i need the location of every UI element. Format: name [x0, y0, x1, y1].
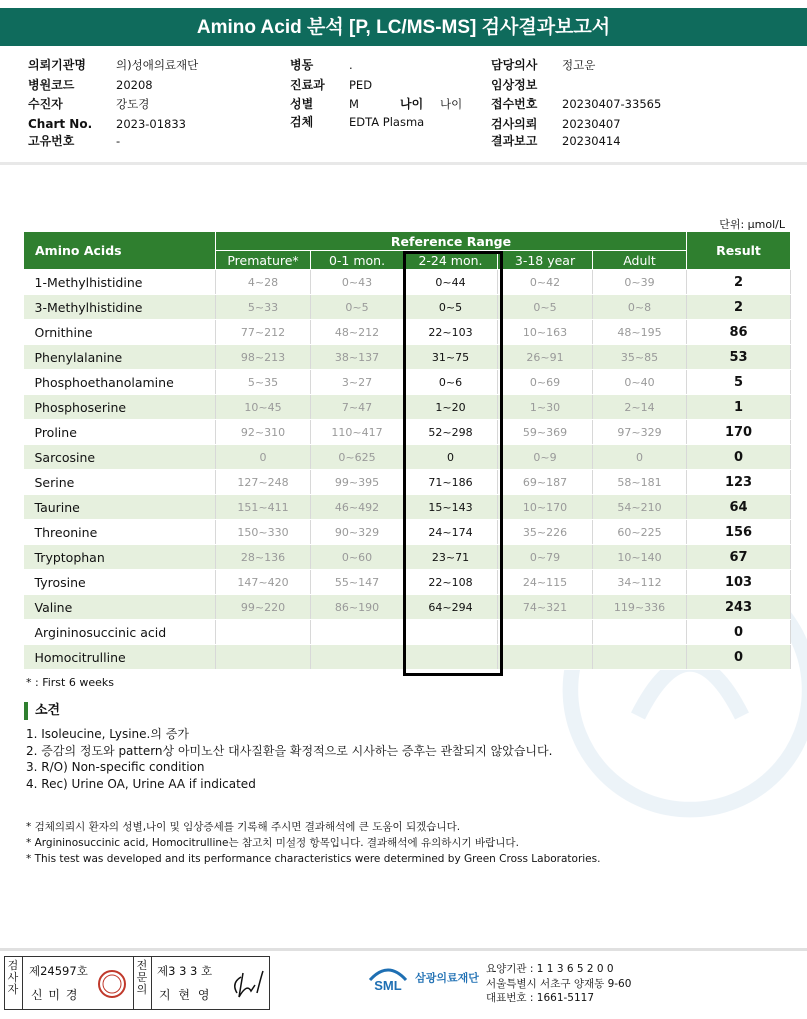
reference-range-cell: 35~226 — [498, 520, 593, 545]
header-divider — [0, 162, 807, 165]
reference-range-cell — [498, 620, 593, 645]
result-value: 86 — [687, 320, 791, 345]
amino-acid-table — [23, 231, 791, 670]
reference-range-cell: 151~411 — [216, 495, 311, 520]
amino-acid-name: Argininosuccinic acid — [24, 620, 216, 645]
amino-acid-name: Phosphoserine — [24, 395, 216, 420]
reference-range-cell: 110~417 — [311, 420, 404, 445]
reference-range-cell — [593, 645, 687, 670]
reference-range-cell: 48~212 — [311, 320, 404, 345]
result-value: 64 — [687, 495, 791, 520]
reference-range-cell: 0 — [593, 445, 687, 470]
doctor-label: 담당의사 — [491, 58, 538, 72]
reference-range-cell: 22~103 — [404, 320, 498, 345]
request-date-value: 20230407 — [562, 116, 621, 131]
reference-range-cell: 0~60 — [311, 545, 404, 570]
reference-range-cell: 26~91 — [498, 345, 593, 370]
reference-range-cell: 0~9 — [498, 445, 593, 470]
doctor-label — [136, 960, 148, 996]
table-row — [24, 470, 791, 495]
reference-range-cell: 60~225 — [593, 520, 687, 545]
clinical-info-label: 임상정보 — [491, 77, 538, 92]
examiner-license: 제24597호 — [29, 964, 88, 978]
hospital-code-label: 병원코드 — [28, 77, 75, 92]
doctor-value: 정고운 — [562, 58, 596, 72]
amino-acid-name: Tryptophan — [24, 545, 216, 570]
reference-range-cell: 0~5 — [311, 295, 404, 320]
reference-range-cell: 97~329 — [593, 420, 687, 445]
reference-range-cell: 150~330 — [216, 520, 311, 545]
institution-phone: 대표번호 : 1661-5117 — [486, 992, 595, 1004]
reference-range-cell: 0~43 — [311, 270, 404, 295]
amino-acid-name: Serine — [24, 470, 216, 495]
reference-range-cell: 64~294 — [404, 595, 498, 620]
doctor-label-text: 전 문 의 — [136, 959, 148, 996]
amino-acid-name: Phosphoethanolamine — [24, 370, 216, 395]
unit-label: 단위: μmol/L — [719, 218, 785, 231]
table-row — [24, 370, 791, 395]
reference-range-cell: 0~42 — [498, 270, 593, 295]
reference-range-cell: 0 — [404, 445, 498, 470]
table-row — [24, 595, 791, 620]
institution-location: 서울특별시 서초구 양재동 9-60 — [486, 977, 632, 990]
reference-range-cell: 54~210 — [593, 495, 687, 520]
chart-no-value: 2023-01833 — [116, 116, 186, 131]
table-row — [24, 645, 791, 670]
reference-range-cell: 71~186 — [404, 470, 498, 495]
reference-range-cell: 0~5 — [498, 295, 593, 320]
signature-box — [4, 956, 270, 1010]
amino-acid-name: Sarcosine — [24, 445, 216, 470]
receipt-no-label: 접수번호 — [491, 97, 538, 111]
doctor-name: 지 현 영 — [159, 988, 212, 1002]
unique-no-value: - — [116, 134, 121, 148]
reference-range-cell: 38~137 — [311, 345, 404, 370]
findings-list — [26, 726, 552, 792]
range-header-0: Premature* — [216, 251, 311, 270]
reference-range-cell — [311, 645, 404, 670]
reference-range-cell — [216, 620, 311, 645]
reference-range-cell: 98~213 — [216, 345, 311, 370]
specimen-value: EDTA Plasma — [349, 115, 425, 129]
reference-range-cell: 55~147 — [311, 570, 404, 595]
reference-range-cell: 1~20 — [404, 395, 498, 420]
result-value: 1 — [687, 395, 791, 420]
result-value: 156 — [687, 520, 791, 545]
ward-label: 병동 — [290, 58, 314, 72]
report-title: Amino Acid 분석 [P, LC/MS-MS] 검사결과보고서 — [0, 8, 807, 46]
reference-range-cell: 2~14 — [593, 395, 687, 420]
reference-range-cell: 10~140 — [593, 545, 687, 570]
amino-acid-name: Proline — [24, 420, 216, 445]
result-value: 243 — [687, 595, 791, 620]
hospital-code-value: 20208 — [116, 77, 153, 92]
table-row — [24, 545, 791, 570]
finding-item: 4. Rec) Urine OA, Urine AA if indicated — [26, 776, 256, 791]
reference-range-cell — [593, 620, 687, 645]
age-label: 나이 — [400, 97, 424, 111]
premature-footnote: * : First 6 weeks — [26, 676, 114, 689]
table-row — [24, 395, 791, 420]
reference-range-cell — [498, 645, 593, 670]
reference-range-cell: 69~187 — [498, 470, 593, 495]
reference-range-cell: 10~170 — [498, 495, 593, 520]
reference-range-cell: 0~39 — [593, 270, 687, 295]
hospital-name-value: 의)성애의료재단 — [116, 58, 199, 72]
finding-item: 2. 증감의 정도와 pattern상 아미노산 대사질환을 확정적으로 시사하는 증후는 관찰되지 않았습니다. — [26, 743, 553, 758]
range-header-1: 0-1 mon. — [311, 251, 404, 270]
reference-range-cell: 15~143 — [404, 495, 498, 520]
institution-code: 요양기관 : 1 1 3 6 5 2 0 0 — [486, 963, 614, 975]
chart-no-label: Chart No. — [28, 116, 93, 131]
reference-range-cell: 119~336 — [593, 595, 687, 620]
reference-range-cell — [311, 620, 404, 645]
note-item: * Argininosuccinic acid, Homocitrulline는 참고치 미설정 항목입니다. 결과해석에 유의하시기 바랍니다. — [26, 836, 519, 849]
reference-range-cell: 0~6 — [404, 370, 498, 395]
reference-range-cell: 0~40 — [593, 370, 687, 395]
finding-item: 3. R/O) Non-specific condition — [26, 760, 205, 774]
amino-acid-name: Taurine — [24, 495, 216, 520]
reference-range-cell: 0~625 — [311, 445, 404, 470]
sml-logo-icon — [366, 962, 410, 992]
table-row — [24, 345, 791, 370]
reference-range-cell: 34~112 — [593, 570, 687, 595]
reference-range-cell: 0~5 — [404, 295, 498, 320]
reference-range-cell: 99~395 — [311, 470, 404, 495]
specimen-label: 검체 — [290, 115, 314, 129]
reference-range-cell: 0~69 — [498, 370, 593, 395]
footer-divider — [0, 948, 807, 951]
reference-range-cell: 0 — [216, 445, 311, 470]
reference-range-cell: 23~71 — [404, 545, 498, 570]
table-row — [24, 620, 791, 645]
range-header-3: 3-18 year — [498, 251, 593, 270]
reference-range-cell — [404, 620, 498, 645]
table-row — [24, 520, 791, 545]
reference-range-cell: 3~27 — [311, 370, 404, 395]
age-value: 나이 — [440, 97, 463, 111]
result-value: 0 — [687, 620, 791, 645]
table-row — [24, 420, 791, 445]
ward-value: . — [349, 58, 353, 72]
reference-range-cell: 59~369 — [498, 420, 593, 445]
notes-list — [26, 820, 600, 867]
reference-range-cell: 4~28 — [216, 270, 311, 295]
doctor-license: 제3 3 3 호 — [157, 964, 213, 978]
reference-range-cell: 48~195 — [593, 320, 687, 345]
result-value: 2 — [687, 270, 791, 295]
unique-no-label: 고유번호 — [28, 134, 75, 148]
reference-range-cell — [404, 645, 498, 670]
sml-logo — [366, 962, 479, 992]
reference-range-cell: 86~190 — [311, 595, 404, 620]
examiner-seal-icon — [97, 969, 127, 999]
result-value: 53 — [687, 345, 791, 370]
reference-range-cell: 90~329 — [311, 520, 404, 545]
reference-range-cell: 35~85 — [593, 345, 687, 370]
sex-label: 성별 — [290, 97, 314, 111]
examiner-label-text: 검 사 자 — [7, 959, 19, 996]
table-row — [24, 320, 791, 345]
table-row — [24, 270, 791, 295]
reference-range-cell: 74~321 — [498, 595, 593, 620]
amino-acid-name: Valine — [24, 595, 216, 620]
examiner-label — [7, 960, 19, 996]
finding-item: 1. Isoleucine, Lysine.의 증가 — [26, 727, 189, 741]
amino-acid-name: 3-Methylhistidine — [24, 295, 216, 320]
receipt-no-value: 20230407-33565 — [562, 97, 662, 111]
note-item: * 검체의뢰시 환자의 성별,나이 및 임상증세를 기록해 주시면 결과해석에 큰 도움이 되겠습니다. — [26, 821, 461, 833]
table-row — [24, 295, 791, 320]
reference-range-cell: 58~181 — [593, 470, 687, 495]
reference-range-cell: 99~220 — [216, 595, 311, 620]
result-value: 123 — [687, 470, 791, 495]
amino-acid-name: Tyrosine — [24, 570, 216, 595]
reference-range-cell: 7~47 — [311, 395, 404, 420]
col-header-reference-range: Reference Range — [216, 232, 687, 251]
examiner-name: 신 미 경 — [31, 988, 79, 1002]
reference-range-cell: 0~8 — [593, 295, 687, 320]
reference-range-cell: 5~35 — [216, 370, 311, 395]
note-item: * This test was developed and its performance characteristics were determined by Green Cross Laboratories. — [26, 852, 601, 865]
reference-range-cell: 10~163 — [498, 320, 593, 345]
table-row — [24, 445, 791, 470]
amino-acid-name: Threonine — [24, 520, 216, 545]
range-header-2: 2-24 mon. — [404, 251, 498, 270]
reference-range-cell: 24~115 — [498, 570, 593, 595]
result-value: 0 — [687, 645, 791, 670]
reference-range-cell: 24~174 — [404, 520, 498, 545]
reference-range-cell: 31~75 — [404, 345, 498, 370]
result-value: 103 — [687, 570, 791, 595]
dept-value: PED — [349, 77, 373, 92]
doctor-signature-icon — [227, 963, 267, 1003]
findings-title: 소견 — [24, 702, 60, 720]
patient-label: 수진자 — [28, 97, 63, 111]
reference-range-cell: 92~310 — [216, 420, 311, 445]
sex-value: M — [349, 97, 359, 111]
reference-range-cell: 147~420 — [216, 570, 311, 595]
reference-range-cell: 127~248 — [216, 470, 311, 495]
result-value: 67 — [687, 545, 791, 570]
reference-range-cell: 10~45 — [216, 395, 311, 420]
table-row — [24, 495, 791, 520]
result-value: 0 — [687, 445, 791, 470]
reference-range-cell: 1~30 — [498, 395, 593, 420]
reference-range-cell: 52~298 — [404, 420, 498, 445]
hospital-name-label: 의뢰기관명 — [28, 58, 86, 72]
result-value: 2 — [687, 295, 791, 320]
dept-label: 진료과 — [290, 77, 325, 92]
result-value: 5 — [687, 370, 791, 395]
amino-acid-name: Phenylalanine — [24, 345, 216, 370]
reference-range-cell: 46~492 — [311, 495, 404, 520]
col-header-amino-acids: Amino Acids — [24, 232, 216, 270]
amino-acid-name: Homocitrulline — [24, 645, 216, 670]
sml-logo-text: SML — [374, 978, 402, 992]
sml-org-name: 삼광의료재단 — [415, 971, 479, 985]
reference-range-cell: 22~108 — [404, 570, 498, 595]
range-header-4: Adult — [593, 251, 687, 270]
reference-range-cell: 0~44 — [404, 270, 498, 295]
amino-acid-name: Ornithine — [24, 320, 216, 345]
report-date-label: 결과보고 — [491, 134, 538, 148]
reference-range-cell — [216, 645, 311, 670]
institution-address — [486, 962, 631, 1006]
result-value: 170 — [687, 420, 791, 445]
reference-range-cell: 77~212 — [216, 320, 311, 345]
reference-range-cell: 0~79 — [498, 545, 593, 570]
report-date-value: 20230414 — [562, 134, 621, 148]
request-date-label: 검사의뢰 — [491, 116, 538, 131]
col-header-result: Result — [687, 232, 791, 270]
reference-range-cell: 5~33 — [216, 295, 311, 320]
table-row — [24, 570, 791, 595]
patient-value: 강도경 — [116, 97, 150, 111]
amino-acid-name: 1-Methylhistidine — [24, 270, 216, 295]
reference-range-cell: 28~136 — [216, 545, 311, 570]
